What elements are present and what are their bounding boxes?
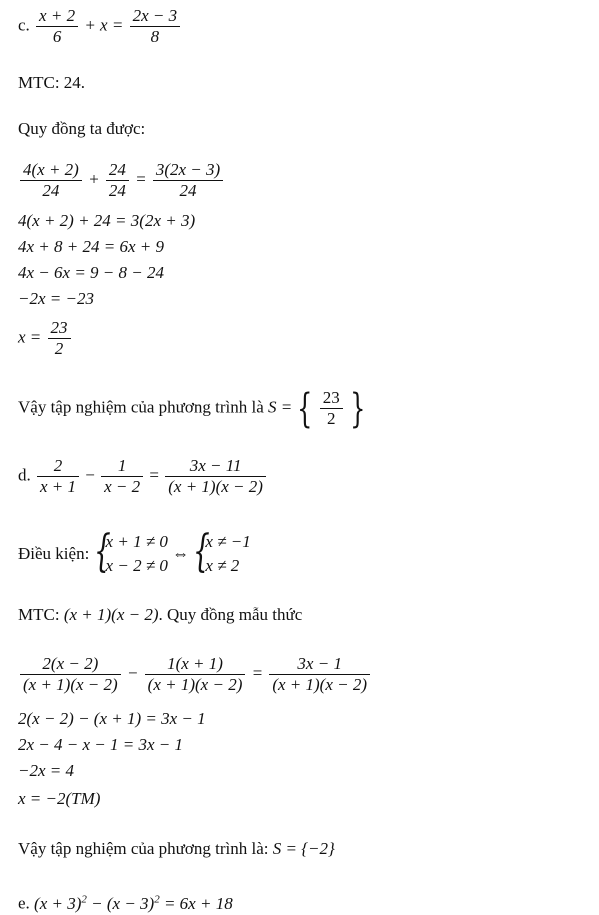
condition-row: x + 1 ≠ 0 [105,532,168,551]
condition-label: Điều kiện: [18,544,90,563]
fraction [153,160,223,201]
step-line: −2x = 4 [18,761,74,780]
numerator: 23 [48,318,71,339]
step-line-result [18,318,73,359]
label-d: d. [18,465,31,485]
denominator: 24 [179,181,197,200]
solution-set: S = {−2} [272,839,335,858]
step-line: −2x = −23 [18,289,94,308]
numerator: 2(x − 2) [20,654,121,675]
step-line: 4x − 6x = 9 − 8 − 24 [18,263,164,282]
fraction [320,388,343,429]
condition-row: x ≠ 2 [205,556,240,575]
operator: = [251,663,264,683]
term: = 6x + 18 [159,893,233,913]
numerator: 23 [320,388,343,409]
denominator: (x + 1)(x − 2) [23,675,118,694]
conclusion-text: Vậy tập nghiệm của phương trình là [18,397,264,417]
mtc-note: . Quy đồng mẫu thức [158,605,303,624]
left-brace: { [297,385,313,432]
condition-system [193,526,251,578]
numerator: 24 [106,160,129,181]
label-e: e. [18,893,30,913]
fraction [20,654,121,695]
conclusion-text: Vậy tập nghiệm của phương trình là: [18,839,269,858]
fraction [130,6,181,47]
condition-line [18,526,251,578]
equation-text: x = [18,327,42,347]
step-line: x = −2(TM) [18,789,101,808]
operator: − [85,465,95,485]
step-line: 2(x − 2) − (x + 1) = 3x − 1 [18,709,206,728]
operator: = [149,465,159,485]
operator: = [135,169,147,189]
term: (x + 3) [34,893,82,913]
d-conclusion [18,838,335,860]
mtc-label: MTC: [18,605,60,624]
exponent: 2 [154,893,160,905]
denominator: (x + 1)(x − 2) [147,675,243,694]
problem-c [18,6,182,47]
denominator: 8 [150,27,160,46]
numerator: 3(2x − 3) [153,160,223,181]
fraction [101,456,143,497]
label-c: c. [18,15,30,35]
step-fraction-line [18,654,372,695]
mtc-line-d [18,604,302,626]
quy-dong-line: Quy đồng ta được: [18,119,146,138]
mtc-expression: (x + 1)(x − 2) [63,605,159,624]
denominator: x − 2 [104,477,141,496]
equation-text: + x = [84,15,124,35]
term: − (x − 3) [86,893,155,913]
numerator: 2 [37,456,79,477]
operator: + [88,169,100,189]
equation-e [34,894,233,913]
denominator: (x + 1)(x − 2) [168,477,263,496]
step-line: 2x − 4 − x − 1 = 3x − 1 [18,735,183,754]
step-line: 4x + 8 + 24 = 6x + 9 [18,237,164,256]
fraction [269,654,370,695]
right-brace: } [349,385,366,432]
denominator: 24 [108,181,126,200]
condition-row: x ≠ −1 [205,532,251,551]
numerator: 3x − 1 [269,654,370,675]
numerator: 4(x + 2) [20,160,82,181]
fraction [36,6,78,47]
exponent: 2 [81,893,87,905]
fraction [165,456,266,497]
c-conclusion [18,385,370,432]
numerator: 1 [101,456,143,477]
mtc-line: MTC: 24. [18,73,86,92]
denominator: 6 [52,27,62,46]
denominator: (x + 1)(x − 2) [272,675,368,694]
problem-d [18,456,268,497]
condition-row: x − 2 ≠ 0 [105,556,168,575]
problem-e [18,888,233,915]
iff-symbol: ⇔ [172,544,190,563]
numerator: 3x − 11 [165,456,266,477]
denominator: 24 [42,181,60,200]
numerator: 1(x + 1) [145,654,246,675]
brace: { [93,526,111,577]
denominator: 2 [326,409,336,428]
set-label: S = [268,397,293,417]
fraction [145,654,246,695]
operator: − [126,663,139,683]
step-fraction-line [18,160,225,201]
numerator: x + 2 [36,6,78,27]
denominator: 2 [54,339,64,358]
fraction [37,456,79,497]
numerator: 2x − 3 [130,6,181,27]
fraction [20,160,82,201]
brace: { [193,526,211,577]
step-line: 4(x + 2) + 24 = 3(2x + 3) [18,211,196,230]
fraction [48,318,71,359]
denominator: x + 1 [40,477,77,496]
condition-system [93,526,168,578]
fraction [106,160,129,201]
